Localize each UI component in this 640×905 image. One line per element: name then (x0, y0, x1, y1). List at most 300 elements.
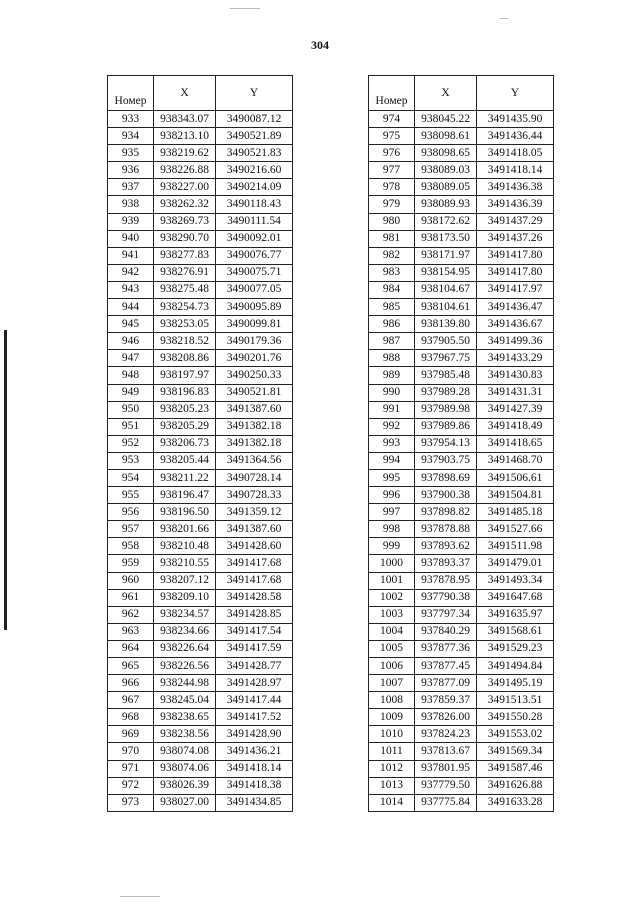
x-coordinate-cell: 937903.75 (415, 452, 477, 469)
point-number-cell: 941 (108, 247, 154, 264)
x-coordinate-cell: 937878.88 (415, 521, 477, 538)
point-number-cell: 960 (108, 572, 154, 589)
x-coordinate-cell: 937905.50 (415, 333, 477, 350)
point-number-cell: 974 (369, 111, 415, 128)
y-coordinate-cell: 3491485.18 (477, 504, 554, 521)
x-coordinate-cell: 938253.05 (154, 316, 216, 333)
x-coordinate-cell: 937877.36 (415, 640, 477, 657)
table-row (108, 469, 293, 486)
y-coordinate-cell: 3491550.28 (477, 709, 554, 726)
point-number-cell: 936 (108, 162, 154, 179)
point-number-cell: 968 (108, 709, 154, 726)
point-number-cell: 999 (369, 538, 415, 555)
y-coordinate-cell: 3491387.60 (216, 521, 293, 538)
x-coordinate-cell: 937967.75 (415, 350, 477, 367)
point-number-cell: 981 (369, 230, 415, 247)
table-row (369, 281, 554, 298)
table-row (108, 179, 293, 196)
y-coordinate-cell: 3491359.12 (216, 504, 293, 521)
table-row (108, 418, 293, 435)
point-number-cell: 1008 (369, 692, 415, 709)
y-coordinate-cell: 3490179.36 (216, 333, 293, 350)
y-coordinate-cell: 3491553.02 (477, 726, 554, 743)
y-coordinate-cell: 3490075.71 (216, 264, 293, 281)
point-number-cell: 1011 (369, 743, 415, 760)
y-coordinate-cell: 3491428.58 (216, 589, 293, 606)
y-coordinate-cell: 3491435.90 (477, 111, 554, 128)
table-row (108, 452, 293, 469)
y-coordinate-cell: 3491633.28 (477, 794, 554, 811)
x-coordinate-cell: 938213.10 (154, 128, 216, 145)
x-coordinate-cell: 938208.86 (154, 350, 216, 367)
x-coordinate-cell: 938196.50 (154, 504, 216, 521)
point-number-cell: 982 (369, 247, 415, 264)
y-coordinate-cell: 3491417.80 (477, 264, 554, 281)
table-row (108, 606, 293, 623)
point-number-cell: 1010 (369, 726, 415, 743)
x-coordinate-cell: 938226.88 (154, 162, 216, 179)
point-number-cell: 951 (108, 418, 154, 435)
y-coordinate-cell: 3491382.18 (216, 418, 293, 435)
x-coordinate-cell: 938196.83 (154, 384, 216, 401)
table-row (369, 213, 554, 230)
x-coordinate-cell: 938104.61 (415, 299, 477, 316)
coordinates-table-right (368, 75, 554, 812)
x-coordinate-cell: 937824.23 (415, 726, 477, 743)
x-coordinate-cell: 938089.93 (415, 196, 477, 213)
point-number-cell: 985 (369, 299, 415, 316)
x-coordinate-cell: 937859.37 (415, 692, 477, 709)
y-coordinate-cell: 3490077.05 (216, 281, 293, 298)
point-number-cell: 992 (369, 418, 415, 435)
point-number-cell: 1013 (369, 777, 415, 794)
y-coordinate-cell: 3491417.44 (216, 692, 293, 709)
table-row (108, 299, 293, 316)
point-number-cell: 994 (369, 452, 415, 469)
y-coordinate-cell: 3491364.56 (216, 452, 293, 469)
y-coordinate-cell: 3491418.49 (477, 418, 554, 435)
table-row (108, 572, 293, 589)
y-coordinate-cell: 3491433.29 (477, 350, 554, 367)
point-number-cell: 1000 (369, 555, 415, 572)
point-number-cell: 997 (369, 504, 415, 521)
point-number-cell: 946 (108, 333, 154, 350)
point-number-cell: 1007 (369, 675, 415, 692)
x-coordinate-cell: 937900.38 (415, 487, 477, 504)
point-number-cell: 1005 (369, 640, 415, 657)
table-row (108, 264, 293, 281)
y-coordinate-cell: 3490521.81 (216, 384, 293, 401)
table-row (108, 111, 293, 128)
y-coordinate-cell: 3490076.77 (216, 247, 293, 264)
header-x: X (415, 76, 477, 111)
y-coordinate-cell: 3490095.89 (216, 299, 293, 316)
table-row (108, 247, 293, 264)
point-number-cell: 963 (108, 623, 154, 640)
y-coordinate-cell: 3491436.47 (477, 299, 554, 316)
point-number-cell: 989 (369, 367, 415, 384)
table-row (369, 350, 554, 367)
y-coordinate-cell: 3491499.36 (477, 333, 554, 350)
table-row (369, 128, 554, 145)
point-number-cell: 998 (369, 521, 415, 538)
table-row (108, 281, 293, 298)
point-number-cell: 986 (369, 316, 415, 333)
y-coordinate-cell: 3491418.65 (477, 435, 554, 452)
table-row (108, 692, 293, 709)
header-number: Номер (108, 76, 154, 111)
y-coordinate-cell: 3491428.97 (216, 675, 293, 692)
x-coordinate-cell: 938262.32 (154, 196, 216, 213)
point-number-cell: 945 (108, 316, 154, 333)
x-coordinate-cell: 938234.57 (154, 606, 216, 623)
y-coordinate-cell: 3491437.29 (477, 213, 554, 230)
y-coordinate-cell: 3490521.83 (216, 145, 293, 162)
point-number-cell: 940 (108, 230, 154, 247)
x-coordinate-cell: 938098.61 (415, 128, 477, 145)
x-coordinate-cell: 938205.44 (154, 452, 216, 469)
point-number-cell: 1014 (369, 794, 415, 811)
table-row (369, 367, 554, 384)
y-coordinate-cell: 3491428.85 (216, 606, 293, 623)
y-coordinate-cell: 3491506.61 (477, 469, 554, 486)
point-number-cell: 976 (369, 145, 415, 162)
x-coordinate-cell: 938227.00 (154, 179, 216, 196)
point-number-cell: 971 (108, 760, 154, 777)
y-coordinate-cell: 3491418.38 (216, 777, 293, 794)
table-row (108, 521, 293, 538)
y-coordinate-cell: 3491437.26 (477, 230, 554, 247)
x-coordinate-cell: 938098.65 (415, 145, 477, 162)
scan-margin-line (4, 330, 7, 630)
header-y: Y (216, 76, 293, 111)
y-coordinate-cell: 3491417.80 (477, 247, 554, 264)
point-number-cell: 944 (108, 299, 154, 316)
point-number-cell: 990 (369, 384, 415, 401)
point-number-cell: 966 (108, 675, 154, 692)
scan-speck (120, 896, 160, 897)
table-row (369, 162, 554, 179)
x-coordinate-cell: 938209.10 (154, 589, 216, 606)
table-body (369, 111, 554, 812)
x-coordinate-cell: 937877.45 (415, 658, 477, 675)
point-number-cell: 959 (108, 555, 154, 572)
y-coordinate-cell: 3491493.34 (477, 572, 554, 589)
point-number-cell: 943 (108, 281, 154, 298)
table-body (108, 111, 293, 812)
y-coordinate-cell: 3491428.77 (216, 658, 293, 675)
table-row (108, 760, 293, 777)
page-number: 304 (311, 38, 329, 52)
x-coordinate-cell: 938238.65 (154, 709, 216, 726)
point-number-cell: 988 (369, 350, 415, 367)
x-coordinate-cell: 938027.00 (154, 794, 216, 811)
x-coordinate-cell: 937801.95 (415, 760, 477, 777)
x-coordinate-cell: 937775.84 (415, 794, 477, 811)
y-coordinate-cell: 3491626.88 (477, 777, 554, 794)
table-row (108, 504, 293, 521)
y-coordinate-cell: 3490201.76 (216, 350, 293, 367)
header-number: Номер (369, 76, 415, 111)
point-number-cell: 958 (108, 538, 154, 555)
y-coordinate-cell: 3491587.46 (477, 760, 554, 777)
table-row (369, 469, 554, 486)
x-coordinate-cell: 938171.97 (415, 247, 477, 264)
scan-speck (500, 18, 508, 19)
x-coordinate-cell: 938226.56 (154, 658, 216, 675)
y-coordinate-cell: 3490728.33 (216, 487, 293, 504)
x-coordinate-cell: 937840.29 (415, 623, 477, 640)
x-coordinate-cell: 938197.97 (154, 367, 216, 384)
point-number-cell: 972 (108, 777, 154, 794)
y-coordinate-cell: 3490111.54 (216, 213, 293, 230)
y-coordinate-cell: 3491430.83 (477, 367, 554, 384)
table-row (369, 384, 554, 401)
point-number-cell: 1009 (369, 709, 415, 726)
point-number-cell: 947 (108, 350, 154, 367)
y-coordinate-cell: 3491436.44 (477, 128, 554, 145)
table-row (108, 777, 293, 794)
scan-speck (230, 8, 260, 9)
x-coordinate-cell: 938196.47 (154, 487, 216, 504)
x-coordinate-cell: 938276.91 (154, 264, 216, 281)
table-row (369, 521, 554, 538)
table-row (108, 487, 293, 504)
table-row (369, 794, 554, 811)
x-coordinate-cell: 937989.28 (415, 384, 477, 401)
table-row (369, 606, 554, 623)
point-number-cell: 953 (108, 452, 154, 469)
table-row (108, 726, 293, 743)
point-number-cell: 954 (108, 469, 154, 486)
table-row (108, 743, 293, 760)
y-coordinate-cell: 3490728.14 (216, 469, 293, 486)
point-number-cell: 938 (108, 196, 154, 213)
x-coordinate-cell: 938218.52 (154, 333, 216, 350)
point-number-cell: 957 (108, 521, 154, 538)
x-coordinate-cell: 938210.55 (154, 555, 216, 572)
x-coordinate-cell: 938154.95 (415, 264, 477, 281)
point-number-cell: 964 (108, 640, 154, 657)
point-number-cell: 977 (369, 162, 415, 179)
table-row (369, 658, 554, 675)
x-coordinate-cell: 938207.12 (154, 572, 216, 589)
point-number-cell: 950 (108, 401, 154, 418)
point-number-cell: 979 (369, 196, 415, 213)
x-coordinate-cell: 937989.86 (415, 418, 477, 435)
table-row (369, 316, 554, 333)
point-number-cell: 939 (108, 213, 154, 230)
point-number-cell: 983 (369, 264, 415, 281)
x-coordinate-cell: 938219.62 (154, 145, 216, 162)
x-coordinate-cell: 938245.04 (154, 692, 216, 709)
y-coordinate-cell: 3491436.67 (477, 316, 554, 333)
point-number-cell: 969 (108, 726, 154, 743)
x-coordinate-cell: 938238.56 (154, 726, 216, 743)
table-header-row (369, 76, 554, 111)
y-coordinate-cell: 3491436.21 (216, 743, 293, 760)
x-coordinate-cell: 937826.00 (415, 709, 477, 726)
x-coordinate-cell: 938234.66 (154, 623, 216, 640)
y-coordinate-cell: 3491479.01 (477, 555, 554, 572)
x-coordinate-cell: 938275.48 (154, 281, 216, 298)
point-number-cell: 942 (108, 264, 154, 281)
point-number-cell: 970 (108, 743, 154, 760)
table-row (369, 675, 554, 692)
table-row (108, 675, 293, 692)
point-number-cell: 961 (108, 589, 154, 606)
point-number-cell: 935 (108, 145, 154, 162)
x-coordinate-cell: 938139.80 (415, 316, 477, 333)
x-coordinate-cell: 937898.69 (415, 469, 477, 486)
x-coordinate-cell: 937893.37 (415, 555, 477, 572)
y-coordinate-cell: 3491418.05 (477, 145, 554, 162)
x-coordinate-cell: 938244.98 (154, 675, 216, 692)
y-coordinate-cell: 3490099.81 (216, 316, 293, 333)
y-coordinate-cell: 3491417.97 (477, 281, 554, 298)
table-row (369, 504, 554, 521)
x-coordinate-cell: 937898.82 (415, 504, 477, 521)
y-coordinate-cell: 3491511.98 (477, 538, 554, 555)
y-coordinate-cell: 3491529.23 (477, 640, 554, 657)
x-coordinate-cell: 937989.98 (415, 401, 477, 418)
point-number-cell: 955 (108, 487, 154, 504)
y-coordinate-cell: 3491418.14 (216, 760, 293, 777)
point-number-cell: 993 (369, 435, 415, 452)
x-coordinate-cell: 938343.07 (154, 111, 216, 128)
table-row (108, 589, 293, 606)
table-row (369, 111, 554, 128)
point-number-cell: 933 (108, 111, 154, 128)
y-coordinate-cell: 3490214.09 (216, 179, 293, 196)
point-number-cell: 975 (369, 128, 415, 145)
table-row (369, 709, 554, 726)
table-row (369, 333, 554, 350)
x-coordinate-cell: 938074.08 (154, 743, 216, 760)
x-coordinate-cell: 937954.13 (415, 435, 477, 452)
table-row (108, 709, 293, 726)
x-coordinate-cell: 938277.83 (154, 247, 216, 264)
y-coordinate-cell: 3491417.52 (216, 709, 293, 726)
y-coordinate-cell: 3490521.89 (216, 128, 293, 145)
x-coordinate-cell: 937779.50 (415, 777, 477, 794)
y-coordinate-cell: 3491417.59 (216, 640, 293, 657)
x-coordinate-cell: 937985.48 (415, 367, 477, 384)
point-number-cell: 949 (108, 384, 154, 401)
y-coordinate-cell: 3491431.31 (477, 384, 554, 401)
y-coordinate-cell: 3491436.38 (477, 179, 554, 196)
table-row (369, 401, 554, 418)
point-number-cell: 1004 (369, 623, 415, 640)
table-row (108, 640, 293, 657)
point-number-cell: 965 (108, 658, 154, 675)
table-row (108, 162, 293, 179)
y-coordinate-cell: 3491417.68 (216, 555, 293, 572)
table-row (108, 230, 293, 247)
table-row (369, 572, 554, 589)
table-row (369, 640, 554, 657)
point-number-cell: 956 (108, 504, 154, 521)
point-number-cell: 996 (369, 487, 415, 504)
y-coordinate-cell: 3491495.19 (477, 675, 554, 692)
table-row (108, 401, 293, 418)
table-row (108, 333, 293, 350)
x-coordinate-cell: 937878.95 (415, 572, 477, 589)
table-row (369, 589, 554, 606)
x-coordinate-cell: 937797.34 (415, 606, 477, 623)
x-coordinate-cell: 938211.22 (154, 469, 216, 486)
x-coordinate-cell: 937813.67 (415, 743, 477, 760)
point-number-cell: 952 (108, 435, 154, 452)
table-row (369, 247, 554, 264)
point-number-cell: 978 (369, 179, 415, 196)
point-number-cell: 1003 (369, 606, 415, 623)
x-coordinate-cell: 938254.73 (154, 299, 216, 316)
y-coordinate-cell: 3491494.84 (477, 658, 554, 675)
point-number-cell: 967 (108, 692, 154, 709)
table-row (369, 777, 554, 794)
x-coordinate-cell: 937790.38 (415, 589, 477, 606)
table-row (369, 555, 554, 572)
y-coordinate-cell: 3491428.90 (216, 726, 293, 743)
point-number-cell: 995 (369, 469, 415, 486)
y-coordinate-cell: 3491647.68 (477, 589, 554, 606)
x-coordinate-cell: 938074.06 (154, 760, 216, 777)
x-coordinate-cell: 937877.09 (415, 675, 477, 692)
x-coordinate-cell: 938210.48 (154, 538, 216, 555)
table-row (108, 213, 293, 230)
table-row (369, 230, 554, 247)
point-number-cell: 937 (108, 179, 154, 196)
y-coordinate-cell: 3491417.68 (216, 572, 293, 589)
y-coordinate-cell: 3491436.39 (477, 196, 554, 213)
y-coordinate-cell: 3491569.34 (477, 743, 554, 760)
point-number-cell: 984 (369, 281, 415, 298)
x-coordinate-cell: 938205.23 (154, 401, 216, 418)
y-coordinate-cell: 3491427.39 (477, 401, 554, 418)
table-row (369, 452, 554, 469)
table-row (108, 145, 293, 162)
x-coordinate-cell: 938104.67 (415, 281, 477, 298)
table-row (108, 794, 293, 811)
x-coordinate-cell: 938089.05 (415, 179, 477, 196)
header-y: Y (477, 76, 554, 111)
table-row (108, 538, 293, 555)
y-coordinate-cell: 3491434.85 (216, 794, 293, 811)
x-coordinate-cell: 938045.22 (415, 111, 477, 128)
point-number-cell: 1001 (369, 572, 415, 589)
table-row (108, 623, 293, 640)
point-number-cell: 973 (108, 794, 154, 811)
table-row (108, 350, 293, 367)
x-coordinate-cell: 938026.39 (154, 777, 216, 794)
table-row (369, 538, 554, 555)
y-coordinate-cell: 3491568.61 (477, 623, 554, 640)
y-coordinate-cell: 3491428.60 (216, 538, 293, 555)
x-coordinate-cell: 938205.29 (154, 418, 216, 435)
table-row (108, 435, 293, 452)
x-coordinate-cell: 937893.62 (415, 538, 477, 555)
header-x: X (154, 76, 216, 111)
table-row (108, 367, 293, 384)
y-coordinate-cell: 3490092.01 (216, 230, 293, 247)
table-row (108, 196, 293, 213)
y-coordinate-cell: 3491418.14 (477, 162, 554, 179)
point-number-cell: 980 (369, 213, 415, 230)
y-coordinate-cell: 3490250.33 (216, 367, 293, 384)
x-coordinate-cell: 938172.62 (415, 213, 477, 230)
point-number-cell: 934 (108, 128, 154, 145)
